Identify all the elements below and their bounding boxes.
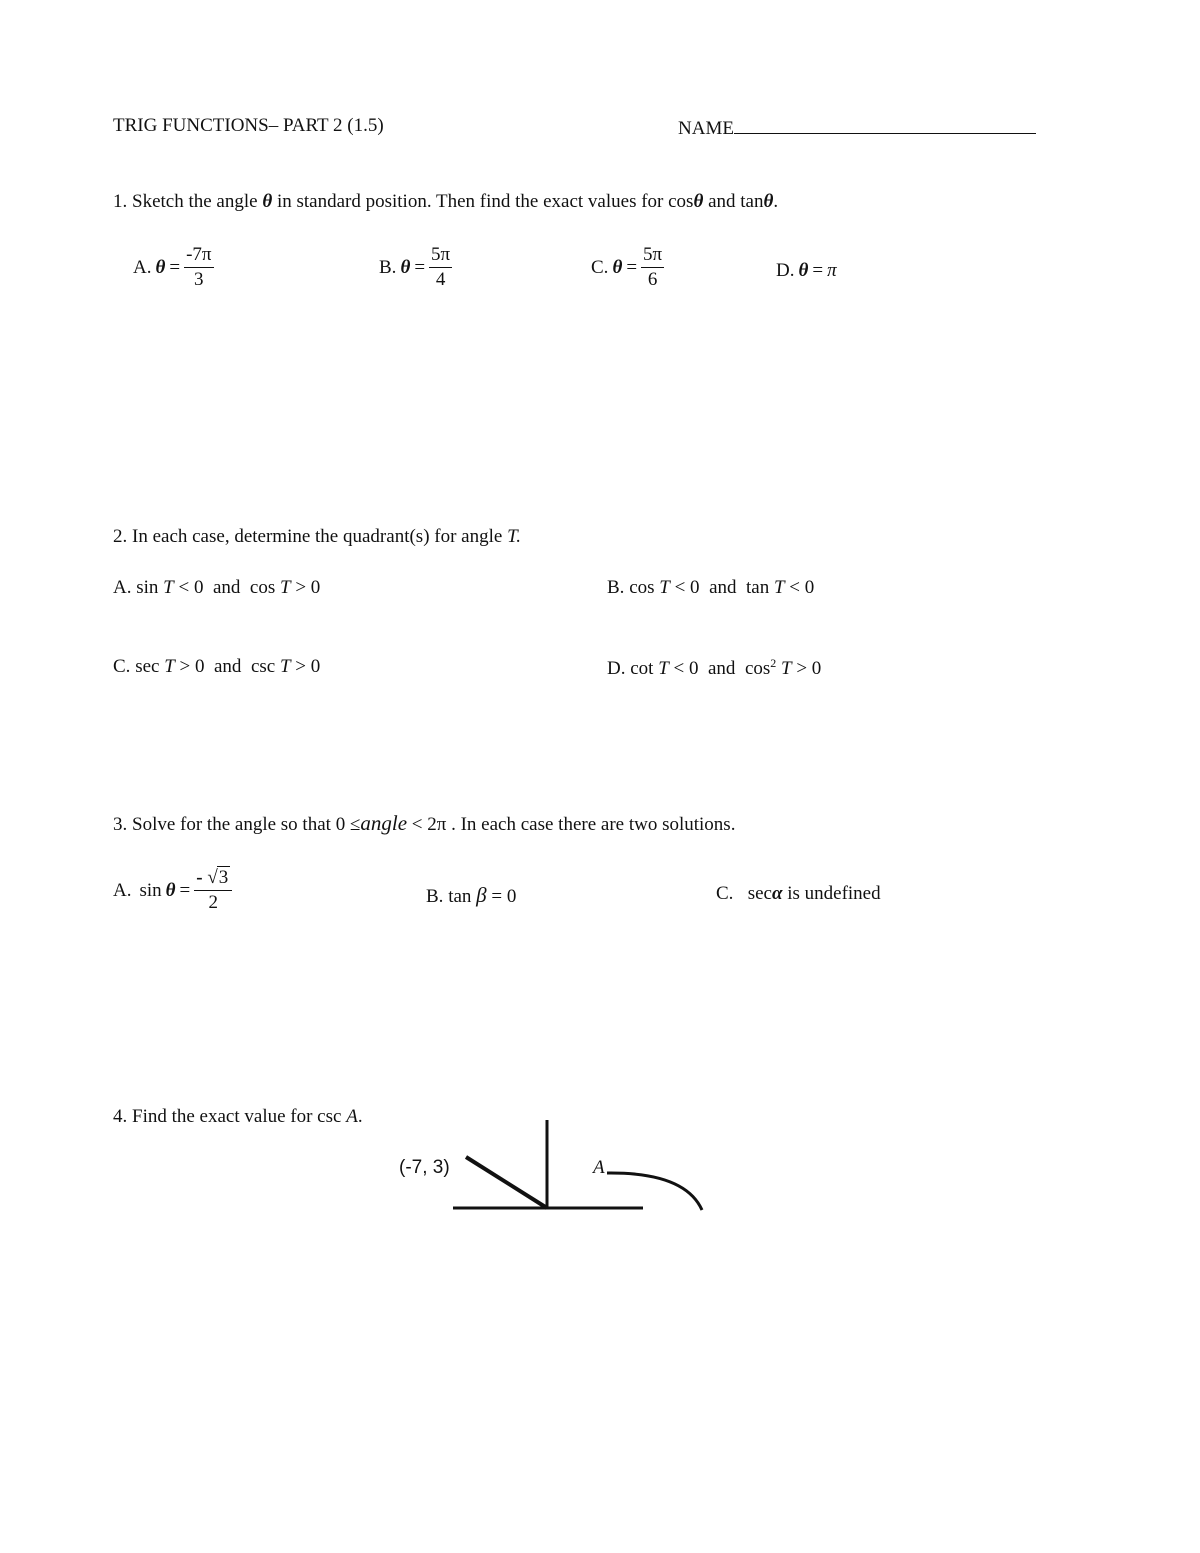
pi-value: π bbox=[827, 260, 837, 281]
trig-func: cos bbox=[744, 658, 771, 679]
trig-func: sec bbox=[135, 656, 160, 677]
t-variable: T bbox=[658, 658, 669, 679]
q1-prompt bbox=[113, 191, 778, 213]
t-variable: T bbox=[279, 656, 291, 677]
t-variable: T bbox=[781, 658, 792, 679]
theta-symbol: θ bbox=[400, 257, 411, 278]
fraction bbox=[641, 244, 664, 292]
q2-prompt-text: 2. In each case, determine the quadrant(s) for angle bbox=[113, 526, 503, 547]
radicand: 3 bbox=[218, 867, 229, 888]
q2-part-d bbox=[607, 656, 821, 680]
and-word: and bbox=[708, 191, 736, 212]
minus-sign: - bbox=[196, 867, 203, 888]
point-label: (-7, 3) bbox=[399, 1157, 450, 1178]
trig-func: sec bbox=[747, 883, 772, 904]
inequality-right: < 2π bbox=[411, 814, 447, 835]
name-field[interactable] bbox=[678, 115, 1036, 140]
fraction bbox=[184, 244, 213, 292]
part-label: C. bbox=[591, 257, 609, 278]
inequality: < 0 bbox=[674, 577, 700, 598]
angle-diagram bbox=[440, 1110, 720, 1220]
equation-rhs: = 0 bbox=[491, 886, 517, 907]
numerator bbox=[194, 866, 232, 891]
fraction bbox=[429, 244, 452, 292]
trig-func: tan bbox=[448, 886, 472, 907]
q1-part-c: C. θ = $\frac{5\pi}{6}$ bbox=[591, 244, 663, 290]
theta-symbol: θ bbox=[798, 260, 809, 281]
and-word: and bbox=[708, 658, 736, 679]
q4-prompt-text: 4. Find the exact value for csc bbox=[113, 1106, 342, 1127]
trig-func: sin bbox=[139, 879, 162, 901]
trig-func: cos bbox=[629, 577, 655, 598]
part-label: D. bbox=[607, 658, 626, 679]
part-label: A. bbox=[113, 577, 132, 598]
beta-symbol: β bbox=[476, 883, 487, 907]
part-label: A. bbox=[113, 879, 132, 901]
part-label: A. bbox=[133, 257, 152, 278]
q3-part-a: A. sin θ = $\frac{- √3}{2}$ bbox=[113, 866, 232, 915]
q1-prompt-start: 1. Sketch the angle bbox=[113, 191, 258, 212]
theta-symbol: θ bbox=[763, 191, 774, 212]
trig-func: csc bbox=[250, 656, 276, 677]
tan-func: tan bbox=[740, 191, 764, 212]
q3-part-c bbox=[716, 883, 881, 905]
inequality: > 0 bbox=[295, 577, 321, 598]
inequality-left: 0 ≤ bbox=[335, 814, 361, 835]
t-variable: T bbox=[163, 577, 174, 598]
and-word: and bbox=[212, 577, 241, 598]
name-blank-line[interactable] bbox=[734, 115, 1036, 134]
worksheet-title: TRIG FUNCTIONS– PART 2 (1.5) bbox=[113, 115, 384, 136]
undefined-text: is undefined bbox=[787, 883, 881, 904]
trig-func: cot bbox=[630, 658, 654, 679]
t-variable: T. bbox=[507, 526, 521, 547]
theta-symbol: θ bbox=[155, 257, 166, 278]
inequality: < 0 bbox=[178, 577, 204, 598]
denominator: 4 bbox=[435, 269, 446, 290]
trig-func: cos bbox=[249, 577, 276, 598]
part-label: B. bbox=[379, 257, 397, 278]
name-label: NAME bbox=[678, 118, 734, 139]
q1-part-d: D. θ = π bbox=[776, 260, 837, 281]
inequality: > 0 bbox=[295, 656, 321, 677]
inequality: < 0 bbox=[789, 577, 815, 598]
part-label: D. bbox=[776, 260, 795, 281]
cos-func: cos bbox=[668, 191, 694, 212]
trig-func: tan bbox=[746, 577, 770, 598]
period: . bbox=[357, 1106, 363, 1127]
denominator: 3 bbox=[194, 269, 204, 290]
t-variable: T bbox=[773, 577, 785, 598]
part-label: B. bbox=[607, 577, 625, 598]
angle-arc bbox=[607, 1173, 702, 1210]
q3-prompt-start: 3. Solve for the angle so that bbox=[113, 814, 331, 835]
angle-label: A bbox=[593, 1157, 605, 1178]
numerator: 5π bbox=[429, 244, 452, 268]
q3-prompt bbox=[113, 811, 735, 836]
q4-prompt bbox=[113, 1106, 363, 1128]
t-variable: T bbox=[659, 577, 670, 598]
angle-variable: angle bbox=[360, 811, 408, 835]
q2-part-c bbox=[113, 656, 320, 678]
period: . bbox=[773, 191, 779, 212]
part-label: C. bbox=[716, 883, 734, 904]
q1-prompt-mid: in standard position. Then find the exact values for bbox=[276, 191, 664, 212]
and-word: and bbox=[214, 656, 242, 677]
part-label: C. bbox=[113, 656, 131, 677]
inequality: > 0 bbox=[796, 658, 822, 679]
q3-part-b bbox=[426, 883, 516, 908]
part-label: B. bbox=[426, 886, 444, 907]
exponent: 2 bbox=[770, 656, 777, 670]
t-variable: T bbox=[164, 656, 175, 677]
numerator: -7π bbox=[184, 244, 213, 268]
and-word: and bbox=[709, 577, 737, 598]
terminal-side bbox=[466, 1157, 547, 1208]
q1-part-b: B. θ = $\frac{5\pi}{4}$ bbox=[379, 244, 451, 290]
theta-symbol: θ bbox=[693, 191, 704, 212]
q2-part-b bbox=[607, 577, 814, 599]
inequality: > 0 bbox=[179, 656, 205, 677]
theta-symbol: θ bbox=[262, 191, 273, 212]
denominator: 6 bbox=[647, 269, 658, 290]
q2-part-a bbox=[113, 577, 320, 599]
alpha-symbol: α bbox=[771, 883, 783, 904]
inequality: < 0 bbox=[673, 658, 699, 679]
fraction bbox=[194, 866, 232, 915]
trig-func: sin bbox=[136, 577, 159, 598]
denominator: 2 bbox=[208, 892, 219, 913]
theta-symbol: θ bbox=[165, 879, 176, 901]
theta-symbol: θ bbox=[612, 257, 623, 278]
numerator: 5π bbox=[641, 244, 664, 268]
q1-part-a: A. θ = $\frac{-7\pi}{3}$ bbox=[133, 244, 212, 290]
q2-prompt bbox=[113, 526, 521, 548]
q3-prompt-end: . In each case there are two solutions. bbox=[451, 814, 736, 835]
sqrt-icon: √ bbox=[207, 867, 218, 888]
a-variable: A bbox=[346, 1106, 358, 1127]
t-variable: T bbox=[279, 577, 291, 598]
